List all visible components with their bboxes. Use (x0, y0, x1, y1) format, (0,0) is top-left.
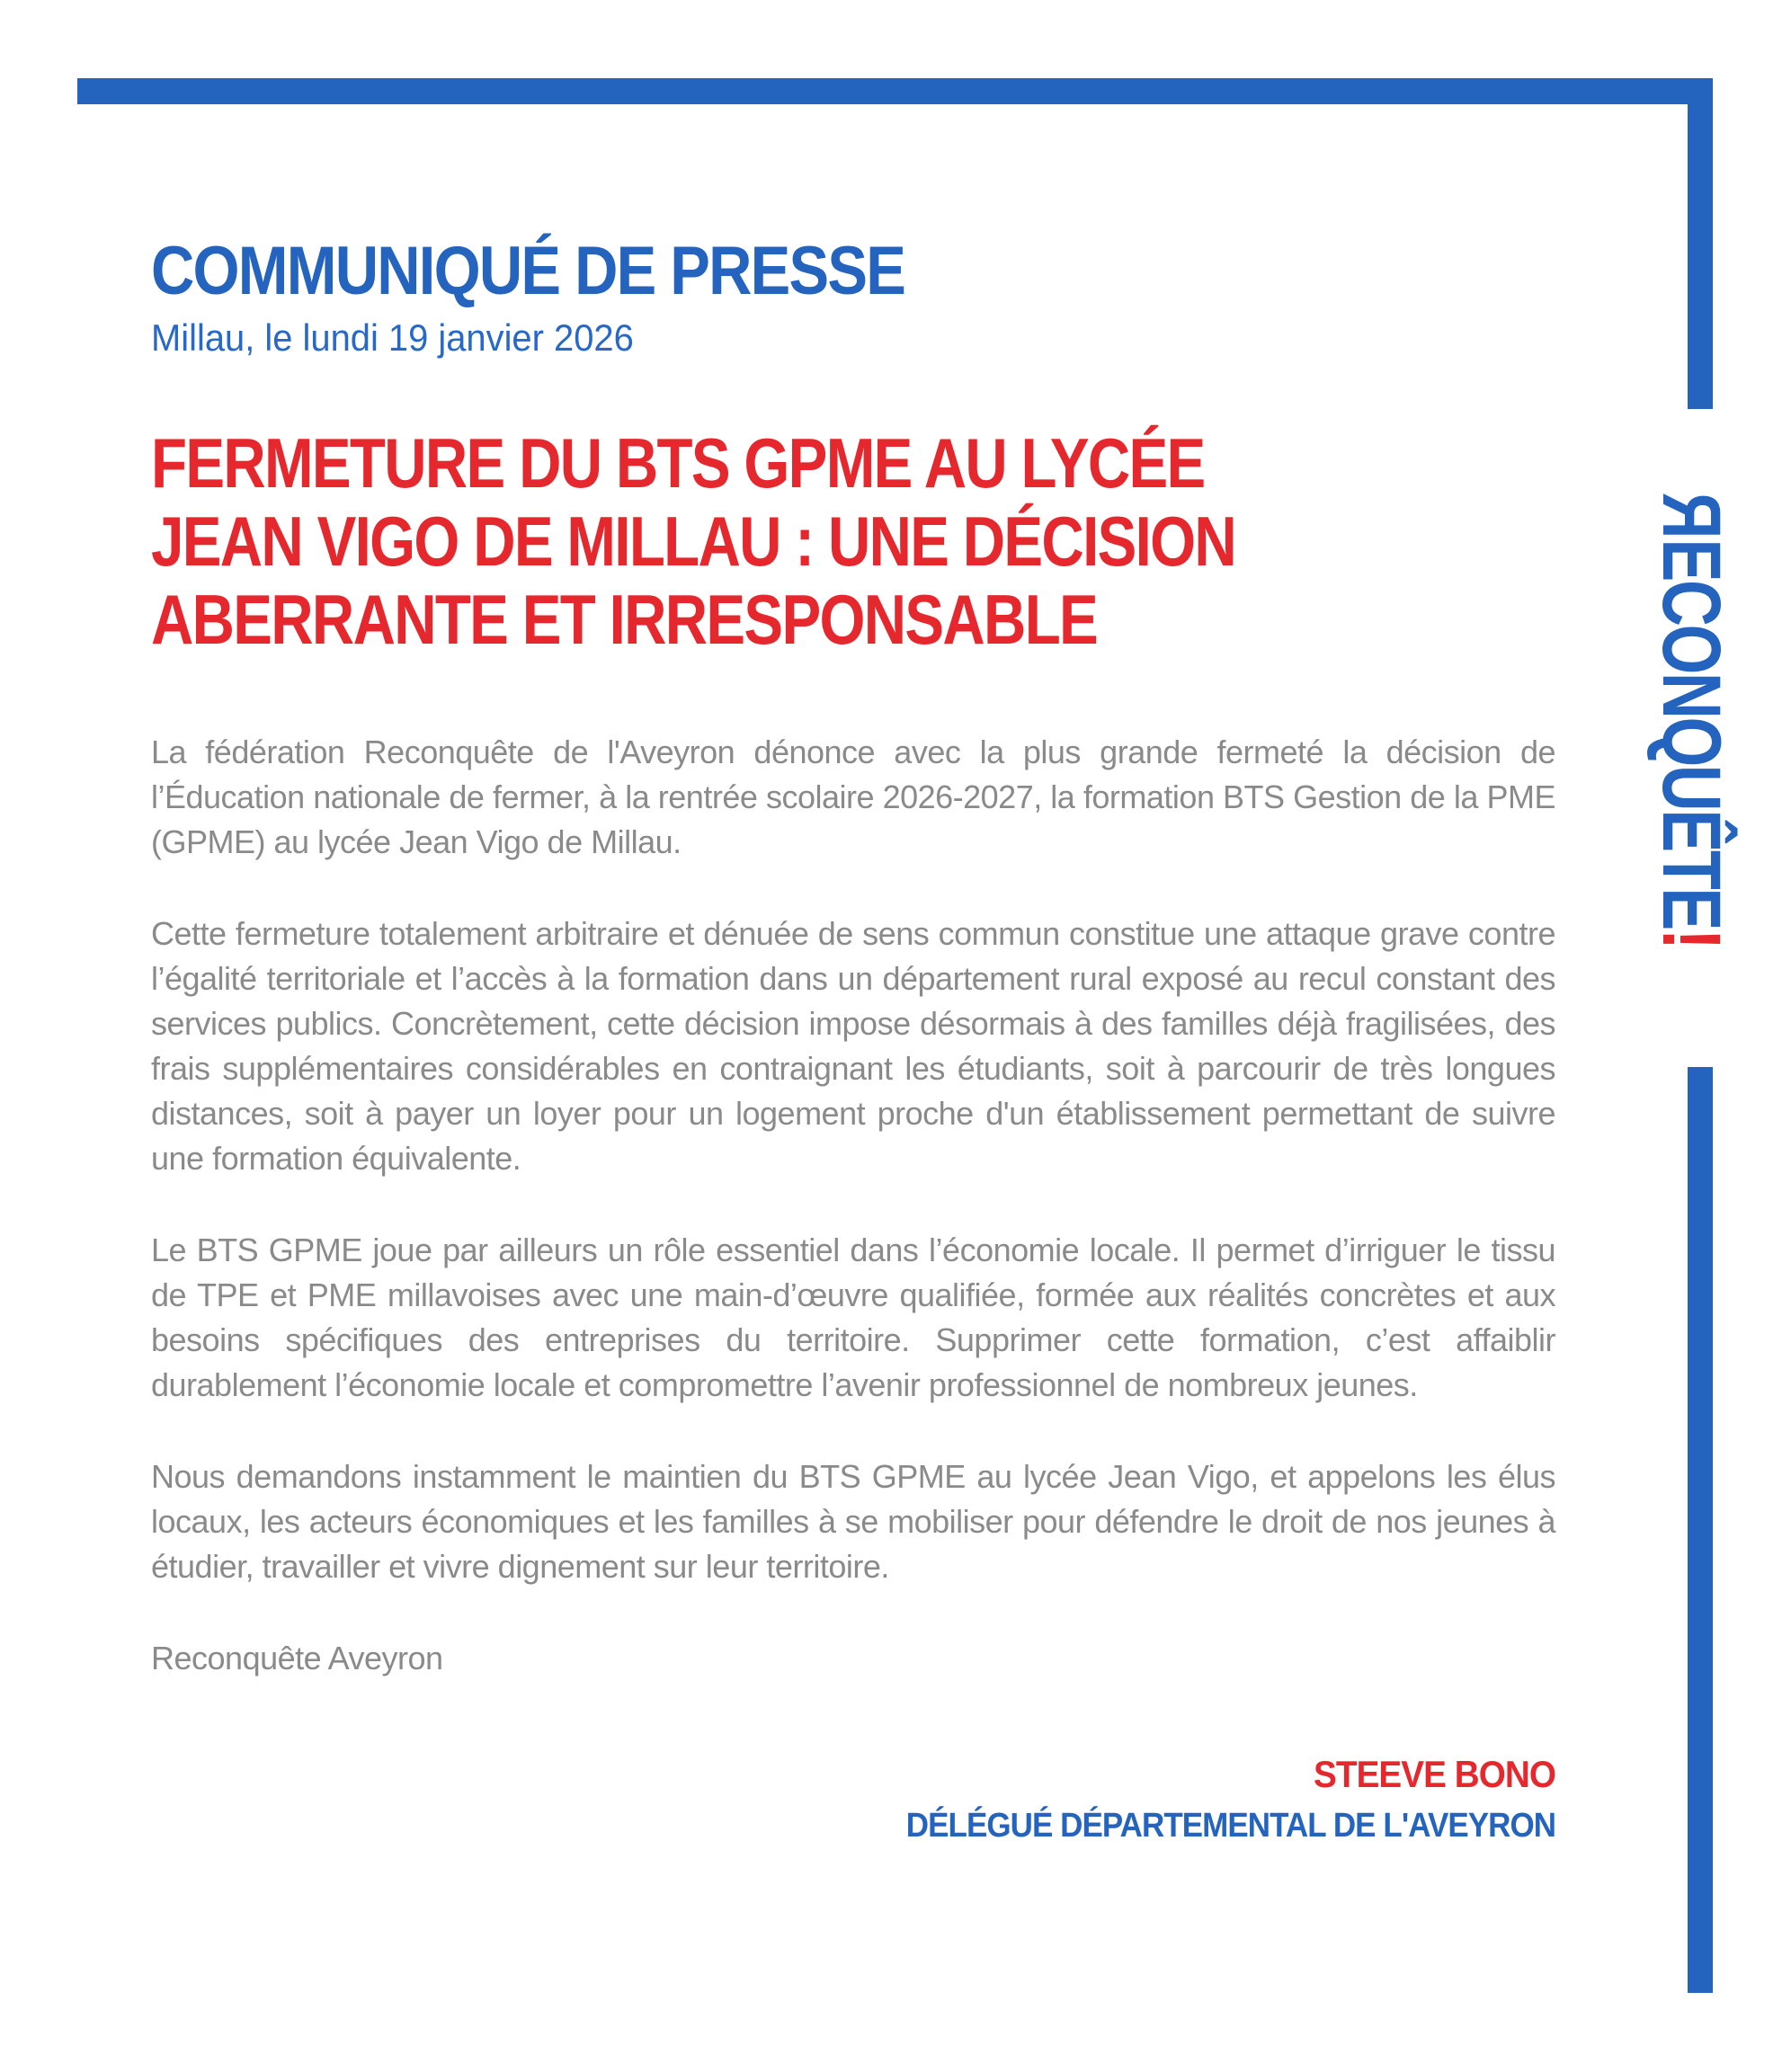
right-accent-bar-bottom (1688, 1067, 1713, 1993)
headline-line-3: ABERRANTE ET IRRESPONSABLE (151, 580, 1098, 659)
press-release-kicker: COMMUNIQUÉ DE PRESSE (151, 233, 905, 309)
headline (151, 424, 1442, 659)
paragraph-3: Le BTS GPME joue par ailleurs un rôle essentiel dans l’économie locale. Il permet d’irriguer le tissu de TPE et PME millavoises avec une main-d’œuvre qualifiée, formée aux réalités concrètes et aux besoins spécifiques des entreprises du territoire. Supprimer cette formation, c’est affaiblir durablement l’économie locale et compromettre l’avenir professionnel de nombreux jeunes. (151, 1232, 1555, 1403)
body-copy (151, 730, 1555, 1728)
top-accent-bar (77, 78, 1713, 104)
reconquete-logo-text (1645, 494, 1737, 948)
signature-block (850, 1751, 1555, 1846)
closing-line: Reconquête Aveyron (151, 1640, 443, 1676)
reconquete-logo-reversed-r: R (1645, 494, 1737, 539)
headline-line-1: FERMETURE DU BTS GPME AU LYCÉE (151, 423, 1205, 502)
reconquete-logo-exclamation: ! (1645, 928, 1737, 948)
signature-role: DÉLÉGUÉ DÉPARTEMENTAL DE L'AVEYRON (905, 1807, 1555, 1845)
reconquete-logo (1645, 494, 1737, 1076)
paragraph-4: Nous demandons instamment le maintien du BTS GPME au lycée Jean Vigo, et appelons les élus locaux, les acteurs économiques et les familles à se mobiliser pour défendre le droit de nos jeunes à étudier, travailler et vivre dignement sur leur territoire. (151, 1458, 1555, 1585)
paragraph-1: La fédération Reconquête de l'Aveyron dénonce avec la plus grande fermeté la décision de l’Éducation nationale de fermer, à la rentrée scolaire 2026-2027, la formation BTS Gestion de la PME (GPME) au lycée Jean Vigo de Millau. (151, 734, 1555, 860)
headline-line-2: JEAN VIGO DE MILLAU : UNE DÉCISION (151, 502, 1236, 581)
dateline: Millau, le lundi 19 janvier 2026 (151, 316, 634, 359)
signature-name: STEEVE BONO (1313, 1753, 1555, 1795)
right-accent-bar-top (1688, 78, 1713, 409)
reconquete-logo-rest: ECONQUÊTE (1645, 538, 1737, 929)
paragraph-2: Cette fermeture totalement arbitraire et dénuée de sens commun constitue une attaque grave contre l’égalité territoriale et l’accès à la formation dans un département rural exposé au recul constant des services publics. Concrètement, cette décision impose désormais à des familles déjà fragilisées, des frais supplémentaires considérables en contraignant les étudiants, soit à parcourir de très longues distances, soit à payer un loyer pour un logement proche d'un établissement permettant de suivre une formation équivalente. (151, 915, 1555, 1177)
